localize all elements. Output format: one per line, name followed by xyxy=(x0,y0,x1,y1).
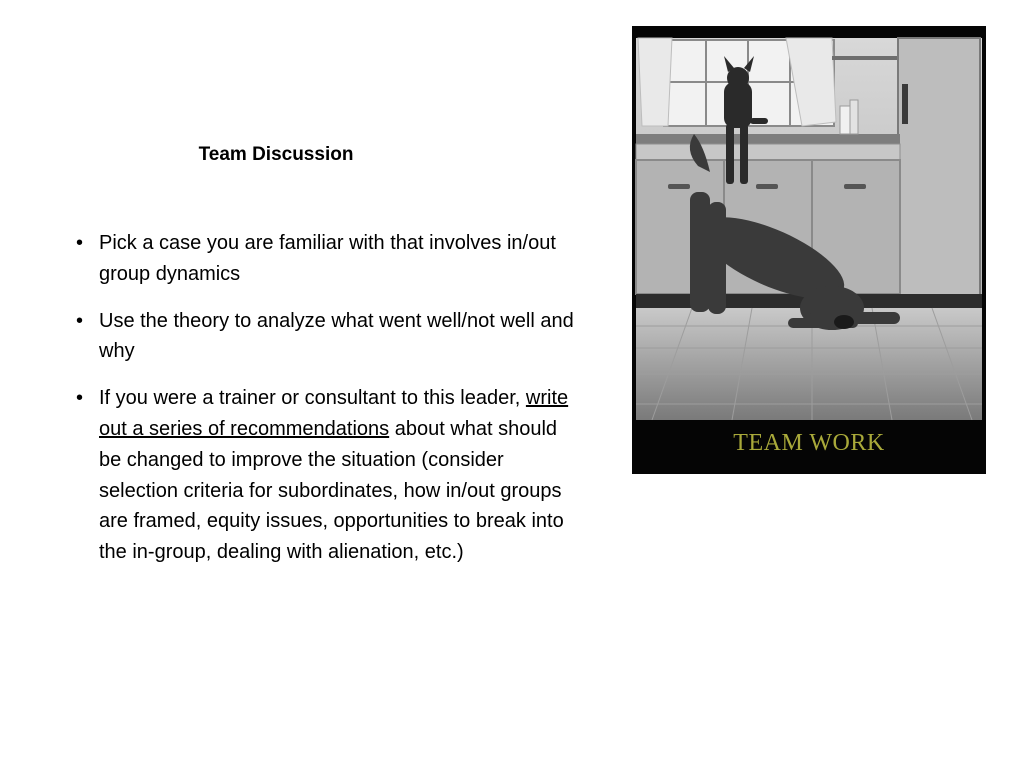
countertop xyxy=(636,134,900,144)
bullet-dot-icon: • xyxy=(76,232,84,254)
team-work-photo xyxy=(632,26,986,474)
bullet-text-before: If you were a trainer or consultant to this leader, xyxy=(99,387,526,410)
bullet-item xyxy=(76,306,579,368)
bullet-text: Use the theory to analyze what went well/not well and why xyxy=(99,309,574,363)
bullet-text-underlined: write out a series of recommendations xyxy=(99,387,569,440)
slide-title: Team Discussion xyxy=(198,144,354,165)
poster-caption: TEAM WORK xyxy=(733,430,885,456)
team-work-poster xyxy=(632,26,986,474)
bullet-text-after: about what should be changed to improve the situation (consider selection criteria for subordinates, how in/out groups are framed, equity issues, opportunities to break into the in-group, dealing with alienation, etc.) xyxy=(99,417,564,564)
refrigerator xyxy=(898,38,980,300)
curtain-left xyxy=(638,38,672,126)
bullet-item xyxy=(76,228,579,290)
bullet-dot-icon: • xyxy=(76,387,84,410)
bullet-dot-icon: • xyxy=(76,309,84,332)
bullet-text: Pick a case you are familiar with that involves in/out group dynamics xyxy=(99,232,556,285)
bullet-item xyxy=(76,383,579,568)
bullet-list xyxy=(76,228,596,584)
